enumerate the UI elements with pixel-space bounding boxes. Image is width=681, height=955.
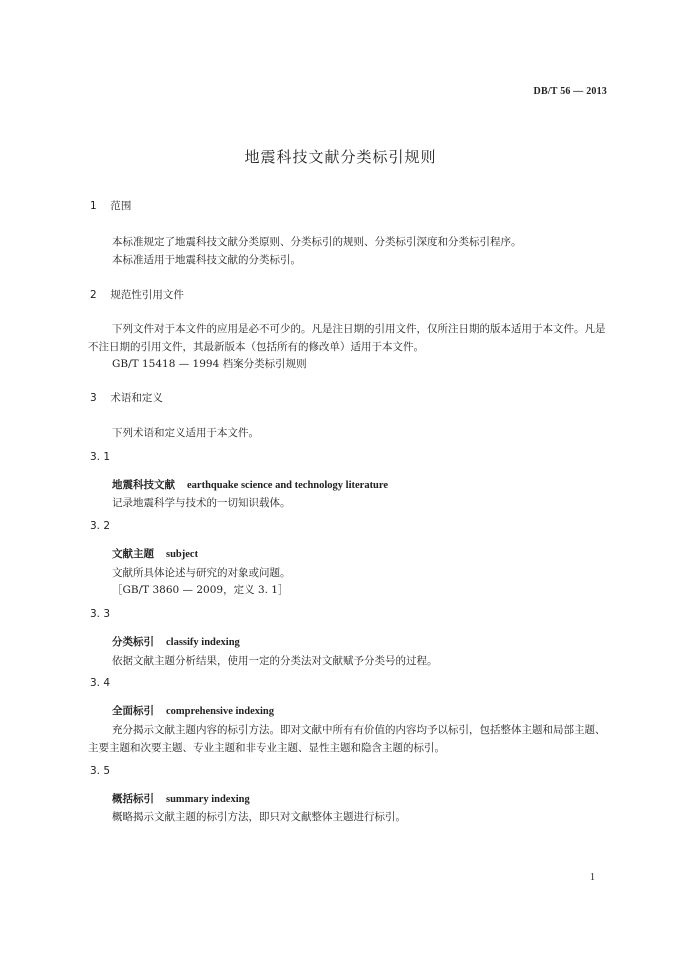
term-en: earthquake science and technology literature: [187, 480, 389, 491]
term-heading: [112, 791, 250, 806]
section-number: 1: [90, 200, 97, 212]
term-heading: [112, 477, 388, 492]
standard-code: DB/T 56 — 2013: [533, 86, 607, 97]
clause-number: 3. 4: [90, 677, 111, 689]
term-zh: 全面标引: [112, 705, 154, 717]
section-1-heading: [90, 198, 131, 213]
clause-number: 3. 2: [90, 520, 111, 532]
term-source: ［GB/T 3860 — 2009，定义 3. 1］: [112, 584, 289, 596]
section-number: 2: [90, 289, 97, 301]
term-heading: [112, 634, 240, 649]
term-en: comprehensive indexing: [166, 706, 275, 717]
page-number: 1: [590, 872, 595, 883]
section-1-paragraph-2: 本标准适用于地震科技文献的分类标引。: [112, 254, 301, 266]
section-title: 规范性引用文件: [110, 289, 184, 301]
term-definition: 概略揭示文献主题的标引方法，即只对文献整体主题进行标引。: [112, 811, 406, 823]
term-en: summary indexing: [166, 794, 250, 805]
section-3-heading: [90, 390, 163, 405]
section-number: 3: [90, 392, 97, 404]
term-definition: 记录地震科学与技术的一切知识载体。: [112, 497, 291, 509]
section-3-intro: 下列术语和定义适用于本文件。: [112, 427, 259, 439]
term-zh: 地震科技文献: [112, 479, 175, 491]
section-2-paragraph: 下列文件对于本文件的应用是必不可少的。凡是注日期的引用文件，仅所注日期的版本适用于本文件。凡是不注日期的引用文件，其最新版本（包括所有的修改单）适用于本文件。: [88, 323, 606, 353]
clause-number: 3. 3: [90, 608, 111, 620]
term-en: subject: [166, 549, 199, 560]
term-zh: 分类标引: [112, 636, 154, 648]
term-definition: 文献所具体论述与研究的对象或问题。: [112, 567, 291, 579]
clause-number: 3. 1: [90, 451, 111, 463]
section-title: 术语和定义: [110, 392, 163, 404]
term-zh: 文献主题: [112, 548, 154, 560]
term-definition: 充分揭示文献主题内容的标引方法。即对文献中所有有价值的内容均予以标引，包括整体主题和局部主题、主要主题和次要主题、专业主题和非专业主题、显性主题和隐含主题的标引。: [88, 724, 606, 754]
normative-reference: GB/T 15418 — 1994 档案分类标引规则: [112, 358, 307, 370]
document-title: 地震科技文献分类标引规则: [244, 148, 437, 166]
section-title: 范围: [110, 200, 132, 212]
term-zh: 概括标引: [112, 793, 154, 805]
clause-number: 3. 5: [90, 765, 111, 777]
term-en: classify indexing: [166, 637, 240, 648]
term-definition: 依据文献主题分析结果，使用一定的分类法对文献赋予分类号的过程。: [112, 655, 438, 667]
section-1-paragraph-1: 本标准规定了地震科技文献分类原则、分类标引的规则、分类标引深度和分类标引程序。: [112, 236, 522, 248]
term-heading: [112, 546, 198, 561]
term-heading: [112, 703, 274, 718]
section-2-heading: [90, 287, 184, 302]
